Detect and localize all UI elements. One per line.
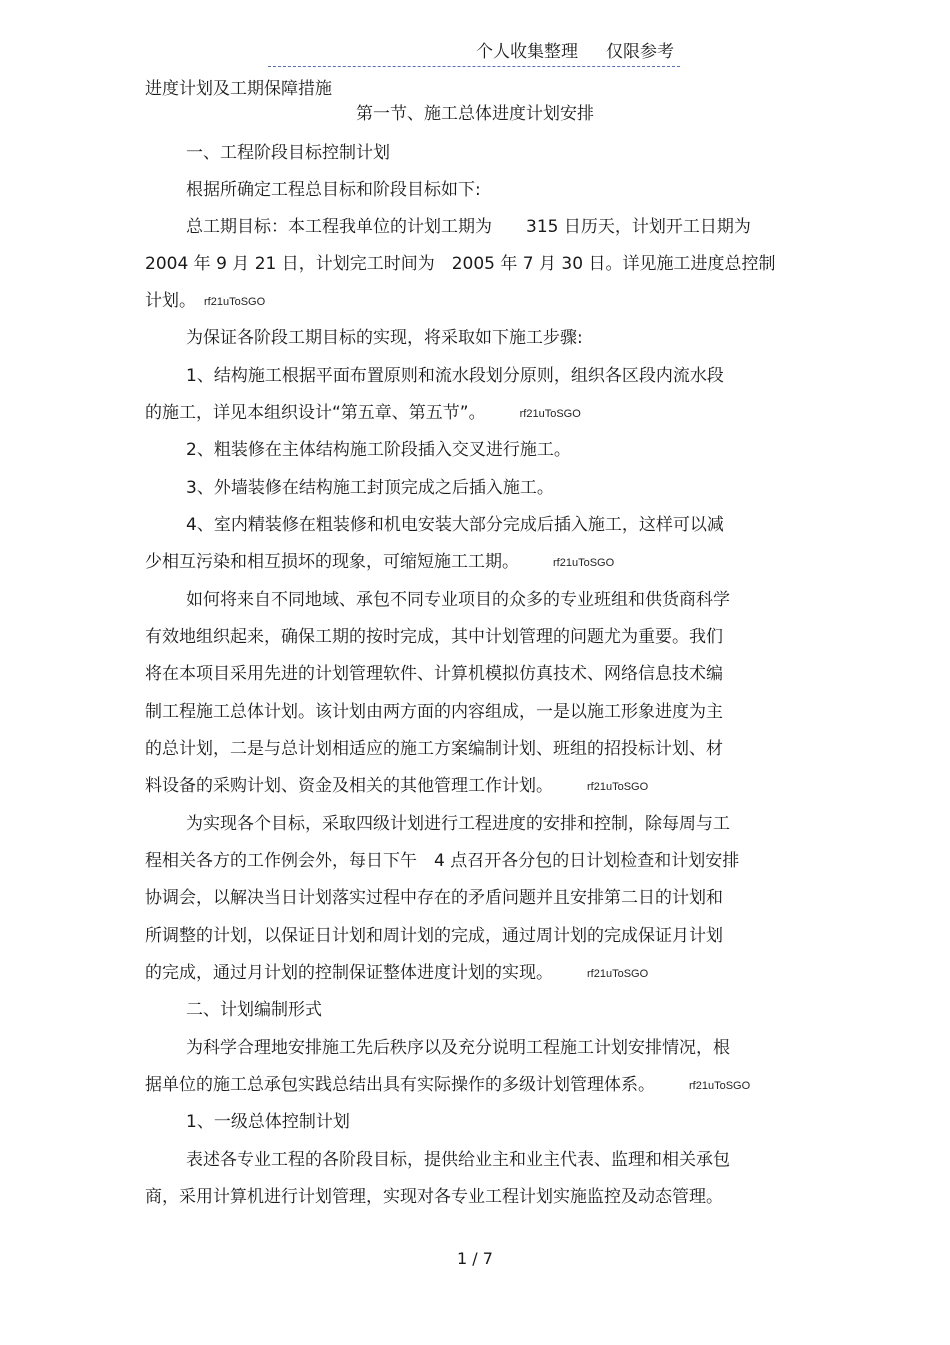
text-line: 总工期目标：本工程我单位的计划工期为 315 日历天，计划开工日期为 bbox=[186, 217, 751, 237]
text-line bbox=[145, 961, 648, 986]
text-line: 为实现各个目标，采取四级计划进行工程进度的安排和控制，除每周与工 bbox=[186, 814, 730, 834]
text-line: 根据所确定工程总目标和阶段目标如下: bbox=[186, 180, 481, 200]
text-line: 3、外墙装修在结构施工封顶完成之后插入施工。 bbox=[186, 478, 554, 498]
line-text: 据单位的施工总承包实践总结出具有实际操作的多级计划管理体系。 bbox=[145, 1075, 655, 1095]
line-tag: rf21uToSGO bbox=[519, 408, 581, 420]
line-text: 的完成，通过月计划的控制保证整体进度计划的实现。 bbox=[145, 963, 553, 983]
text-line bbox=[145, 550, 614, 575]
text-line: 2、粗装修在主体结构施工阶段插入交叉进行施工。 bbox=[186, 440, 571, 460]
text-line bbox=[145, 401, 581, 426]
text-line: 将在本项目采用先进的计划管理软件、计算机模拟仿真技术、网络信息技术编 bbox=[145, 664, 723, 684]
section-heading: 第一节、施工总体进度计划安排 bbox=[356, 104, 594, 124]
line-tag: rf21uToSGO bbox=[587, 781, 649, 793]
subsection-heading: 一、工程阶段目标控制计划 bbox=[186, 143, 390, 163]
text-line: 为保证各阶段工期目标的实现，将采取如下施工步骤: bbox=[186, 328, 583, 348]
text-line: 4、室内精装修在粗装修和机电安装大部分完成后插入施工，这样可以减 bbox=[186, 515, 724, 535]
text-line: 的总计划，二是与总计划相适应的施工方案编制计划、班组的招投标计划、材 bbox=[145, 739, 723, 759]
line-text: 少相互污染和相互损坏的现象，可缩短施工工期。 bbox=[145, 552, 519, 572]
text-line: 表述各专业工程的各阶段目标，提供给业主和业主代表、监理和相关承包 bbox=[186, 1150, 730, 1170]
subsection-heading: 二、计划编制形式 bbox=[186, 1000, 322, 1020]
text-line: 为科学合理地安排施工先后秩序以及充分说明工程施工计划安排情况，根 bbox=[186, 1038, 730, 1058]
line-tag: rf21uToSGO bbox=[204, 296, 266, 308]
subsection-heading: 1、一级总体控制计划 bbox=[186, 1112, 350, 1132]
text-line bbox=[145, 774, 648, 799]
text-line: 2004 年 9 月 21 日，计划完工时间为 2005 年 7 月 30 日。详见施工进度总控制 bbox=[145, 254, 776, 274]
header-right-text: 仅限参考 bbox=[606, 42, 674, 62]
page-number: 1 / 7 bbox=[457, 1249, 493, 1268]
text-line: 程相关各方的工作例会外，每日下午 4 点召开各分包的日计划检查和计划安排 bbox=[145, 851, 740, 871]
line-tag: rf21uToSGO bbox=[553, 557, 615, 569]
text-line: 制工程施工总体计划。该计划由两方面的内容组成，一是以施工形象进度为主 bbox=[145, 702, 723, 722]
text-line: 有效地组织起来，确保工期的按时完成，其中计划管理的问题尤为重要。我们 bbox=[145, 627, 723, 647]
line-text: 的施工，详见本组织设计“第五章、第五节”。 bbox=[145, 403, 486, 423]
line-text: 计划。 bbox=[145, 291, 196, 311]
line-tag: rf21uToSGO bbox=[587, 968, 649, 980]
text-line bbox=[145, 1073, 750, 1098]
text-line: 商，采用计算机进行计划管理，实现对各专业工程计划实施监控及动态管理。 bbox=[145, 1187, 723, 1207]
text-line: 所调整的计划，以保证日计划和周计划的完成，通过周计划的完成保证月计划 bbox=[145, 926, 723, 946]
line-text: 料设备的采购计划、资金及相关的其他管理工作计划。 bbox=[145, 776, 553, 796]
text-line: 1、结构施工根据平面布置原则和流水段划分原则，组织各区段内流水段 bbox=[186, 366, 724, 386]
text-line: 协调会，以解决当日计划落实过程中存在的矛盾问题并且安排第二日的计划和 bbox=[145, 888, 723, 908]
line-tag: rf21uToSGO bbox=[689, 1080, 751, 1092]
text-line bbox=[145, 289, 265, 314]
text-line: 如何将来自不同地域、承包不同专业项目的众多的专业班组和供货商科学 bbox=[186, 590, 730, 610]
page-header bbox=[268, 40, 680, 67]
header-left-text: 个人收集整理 bbox=[476, 42, 578, 62]
document-title: 进度计划及工期保障措施 bbox=[145, 79, 332, 99]
